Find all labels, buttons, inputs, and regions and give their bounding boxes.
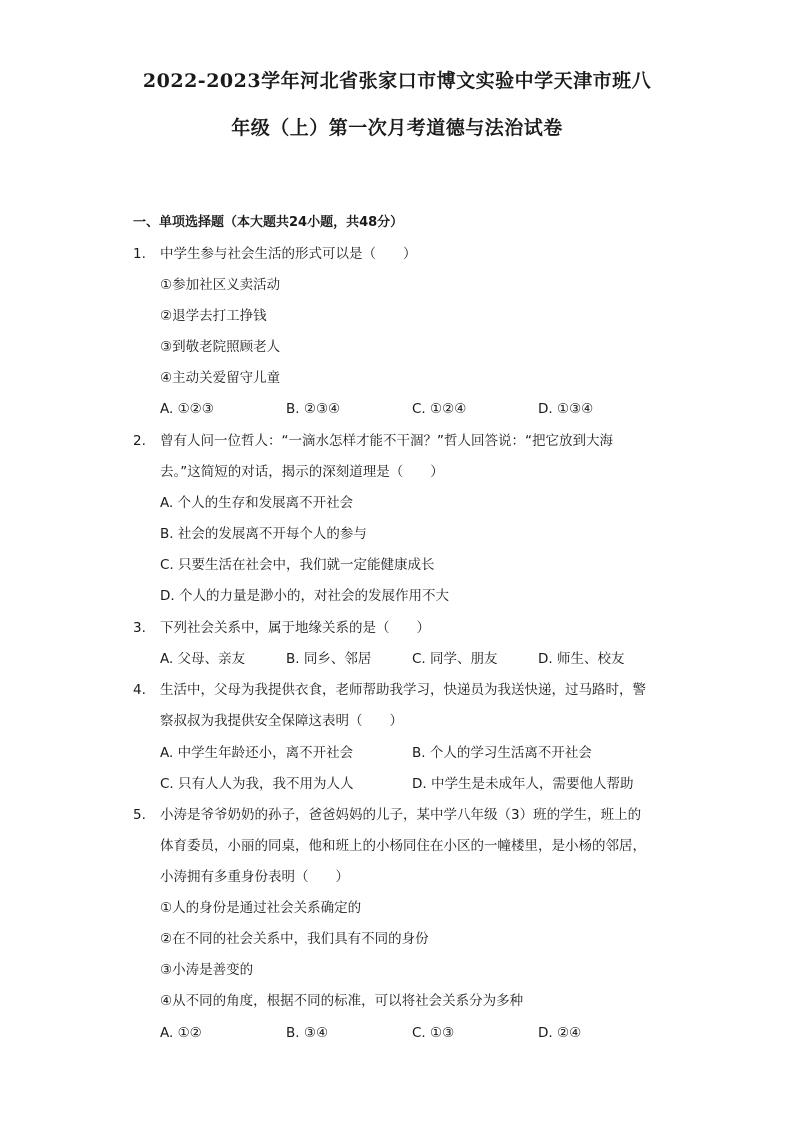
option-a: A. ①②③ — [160, 401, 214, 417]
exam-title-line2: 年级（上）第一次月考道德与法治试卷 — [231, 117, 563, 139]
option-a: A. 个人的生存和发展离不开社会 — [160, 495, 354, 511]
section-heading: 一、单项选择题（本大题共24小题，共48分） — [133, 215, 404, 230]
option-b: B. 同乡、邻居 — [286, 651, 372, 667]
question-stem-continued: 去。”这简短的对话，揭示的深刻道理是（ ） — [160, 464, 444, 480]
question-number: 2. — [133, 433, 146, 449]
question-stem: 小涛是爷爷奶奶的孙子，爸爸妈妈的儿子，某中学八年级（3）班的学生，班上的 — [160, 807, 642, 823]
option-b: B. ③④ — [286, 1025, 329, 1041]
option-d: D. 师生、校友 — [538, 651, 625, 667]
statement-item: ④主动关爱留守儿童 — [160, 370, 281, 386]
statement-item: ②在不同的社会关系中，我们具有不同的身份 — [160, 931, 429, 947]
option-c: C. 同学、朋友 — [412, 651, 498, 667]
option-d: D. 中学生是未成年人，需要他人帮助 — [412, 776, 634, 792]
option-b: B. 个人的学习生活离不开社会 — [412, 745, 592, 761]
question-stem: 曾有人问一位哲人：“一滴水怎样才能不干涸？”哲人回答说：“把它放到大海 — [160, 433, 613, 449]
statement-item: ①人的身份是通过社会关系确定的 — [160, 900, 362, 916]
question-stem: 下列社会关系中，属于地缘关系的是（ ） — [160, 620, 430, 636]
option-c: C. ①③ — [412, 1025, 455, 1041]
option-c: C. 只有人人为我，我不用为人人 — [160, 776, 354, 792]
question-stem-continued: 察叔叔为我提供安全保障这表明（ ） — [160, 713, 403, 729]
statement-item: ③到敬老院照顾老人 — [160, 339, 281, 355]
question-stem: 生活中，父母为我提供衣食，老师帮助我学习，快递员为我送快递，过马路时，警 — [160, 682, 646, 698]
statement-item: ③小涛是善变的 — [160, 962, 254, 978]
option-a: A. ①② — [160, 1025, 202, 1041]
statement-item: ④从不同的角度，根据不同的标准，可以将社会关系分为多种 — [160, 993, 524, 1009]
statement-item: ②退学去打工挣钱 — [160, 308, 267, 324]
question-number: 4. — [133, 682, 146, 698]
question-stem-continued: 小涛拥有多重身份表明（ ） — [160, 869, 349, 885]
question-number: 1. — [133, 246, 146, 262]
question-stem: 中学生参与社会生活的形式可以是（ ） — [160, 246, 417, 262]
option-c: C. ①②④ — [412, 401, 467, 417]
question-number: 3. — [133, 620, 146, 636]
question-number: 5. — [133, 807, 146, 823]
statement-item: ①参加社区义卖活动 — [160, 277, 281, 293]
option-b: B. ②③④ — [286, 401, 341, 417]
option-b: B. 社会的发展离不开每个人的参与 — [160, 526, 367, 542]
exam-title-line1: 2022-2023学年河北省张家口市博文实验中学天津市班八 — [142, 70, 652, 92]
question-stem-continued: 体育委员，小丽的同桌，他和班上的小杨同住在小区的一幢楼里，是小杨的邻居， — [160, 838, 646, 854]
option-c: C. 只要生活在社会中，我们就一定能健康成长 — [160, 557, 435, 573]
option-d: D. ①③④ — [538, 401, 594, 417]
option-d: D. 个人的力量是渺小的，对社会的发展作用不大 — [160, 588, 449, 604]
option-a: A. 中学生年龄还小，离不开社会 — [160, 745, 354, 761]
option-d: D. ②④ — [538, 1025, 582, 1041]
option-a: A. 父母、亲友 — [160, 651, 246, 667]
